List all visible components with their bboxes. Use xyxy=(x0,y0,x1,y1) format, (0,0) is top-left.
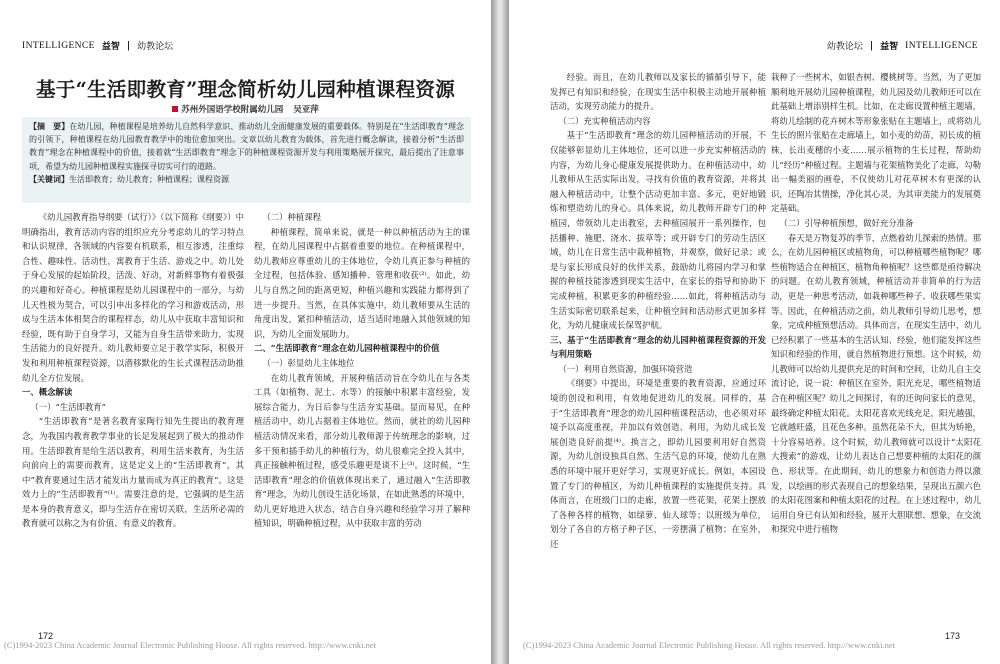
keywords-text: 生活即教育；幼儿教育；种植课程；课程资源 xyxy=(69,174,229,184)
section-heading: 三、基于“生活即教育”理念的幼儿园种植课程资源的开发与利用策略 xyxy=(550,334,766,360)
red-square-icon xyxy=(172,106,178,112)
abstract-text: 在幼儿园，种植课程是培养幼儿自然科学意识、推动幼儿全面健康发展的重要载体。特别是在“生活即教育”理念的引领下，种植课程在幼儿园教育教学中的地位愈加突出。文章以幼儿教育为载体，首先进行概念解读，接着分析“生活即教育”理念在种植课程中的价值，接着就“生活即教育”理念下的种植课程资源开发与利用策略展开探究，最后提出了注意事项，希望为幼儿园种植课程实施探寻切实可行的道路。 xyxy=(29,122,464,171)
abstract xyxy=(29,120,464,173)
abstract-label: 【摘 要】 xyxy=(29,121,70,131)
subsection-heading: （二）充实种植活动内容 xyxy=(558,115,651,126)
section-name: 幼教论坛 xyxy=(137,42,174,52)
watermark-right: (C)1994-2023 China Academic Journal Electronic Publishing House. All rights reserved. http://www.cnki.net xyxy=(523,640,895,650)
left-column-1 xyxy=(22,210,244,626)
journal-brand: 益智 xyxy=(101,42,120,52)
abstract-box xyxy=(22,117,471,203)
subsection-heading: （二）种植课程 xyxy=(262,212,322,222)
author-line xyxy=(0,103,491,115)
running-head-separator: | xyxy=(126,40,131,51)
running-head-left xyxy=(22,39,173,52)
running-head-right xyxy=(827,39,978,52)
paragraph: 在幼儿教育领域，开展种植活动旨在令幼儿在与各类工具（如植物、泥土、水等）的接触中积累丰富经验，发展综合能力，为日后参与生活夯实基础。显而易见，在种植活动中，幼儿占据着主体地位。然而，就社的幼儿园种植活动情况来看，部分幼儿教师源于传统理念的影响，过多干预和插手幼儿的种植行为，幼儿很难完全投入其中，真正接触种植过程，感受乐趣更是谈不上⁽³⁾。这时候，“生活即教育”理念的价值就体现出来了，通过融入“生活即教育”理念，为幼儿创设生活化场景，在如此熟悉的环境中，幼儿更好地进入状态，结合自身兴趣和经验学习并了解种植知识，明确种植过程，从中获取丰富的劳动 xyxy=(254,372,470,529)
subsection-heading: （一）利用自然资源，加强环境营造 xyxy=(558,363,693,374)
paragraph: 春天是万物复苏的季节，点燃着幼儿探索的热情。那么，在幼儿园种植区或植物角，可以种植哪些植物呢？哪些植物适合在种植区，植物角种植呢？这些都是亟待解决的问题。在幼儿教育领域，种植活动并非简单的行为活动，更是一种思考活动，如栽种哪些种子、收获哪些果实等。因此，在种植活动之前，幼儿教师引导幼儿思考，想象，完成种植预想活动。具体而言，在现实生活中，幼儿已经积累了一些基本的生活认知、经验，他们能发挥这些知识和经验的作用，就自然植物进行预想。这个时候，幼儿教师可以给幼儿提供充足的时间和空间，让幼儿自主交流讨论，说一说：种植区在室外，阳光充足，哪些植物适合在种植区呢？幼儿之间探讨，有的还询问家长的意见，最终确定种植太阳花。太阳花喜欢光线充足，阳光越强，它就越旺盛，且花色多种。虽然花朵不大，但其为矫艳，十分容易培养。这个时候，幼儿教师就可以设计“太阳花大搜索”的游戏，让幼儿表达自己想要种植的太阳花的颜色、形状等。在此期间，幼儿的想象力和创造力得以激发，以绘画的形式表现自己的想象结果，呈现出五颜六色的太阳花图案和种植太阳花的过程。在上述过程中，幼儿运用自身已有认知和经验，展开大胆联想、想象，在交流和探究中进行植物 xyxy=(771,232,981,535)
journal-name-en: INTELLIGENCE xyxy=(905,40,978,51)
right-column-2 xyxy=(771,70,981,632)
right-column-1 xyxy=(550,70,766,632)
right-page xyxy=(509,0,1000,664)
paragraph: 《幼儿园教育指导纲要（试行）》（以下简称《纲要》）中明确指出，教育活动内容的组织应充分考虑幼儿的学习特点和认识规律，各领域的内容要有机联系，相互渗透，注重综合性、趣味性、活动性，寓教育于生活、游戏之中。幼儿处于身心发展的起始阶段，活泼、好动，对新鲜事物有着极强的兴趣和好奇心。种植课程是幼儿园课程中的一部分，与幼儿天性极为契合，可以引申出多样化的学习和游戏活动，形成与生活本体相契合的课程样态，幼儿从中获取丰富知识和经验，既有助于自身学习，又能为自身生活带来助力，实现生活能力的良好提升。幼儿教师要立足于教学实际，积极开发和利用种植课程资源，以潜移默化的生长式课程活动助推幼儿全方位发展。 xyxy=(22,212,244,383)
subsection-heading: （一）“生活即教育” xyxy=(30,401,106,412)
section-heading: 二、“生活即教育”理念在幼儿园种植课程中的价值 xyxy=(254,343,440,354)
left-column-2 xyxy=(254,210,470,630)
paragraph: 基于“生活即教育”理念的幼儿园种植活动的开展，不仅能够彰显幼儿主体地位，还可以进一步充实种植活动的内容，为幼儿身心健康发展提供助力。在种植活动中，幼儿教师从生活实际出发，寻找有价值的教育资源，并将其融入种植活动中，让整个活动更加丰富、多元，更好地锻炼和塑造幼儿的身心。具体来说，幼儿教师开辟专门的种植园，带领幼儿走出教室，去种植园展开一系列操作，包括播种、施肥、浇水、拔草等；或开辟专门的劳动生活区域，幼儿在日常生活中栽种植物，并观察，做好记录；或是与家长形成良好的伙伴关系，鼓励幼儿将园内学习和掌握的种植技能渗透到现实生活中，在家长的指导和协助下完成种植，积累更多的种植经验……如此，将种植活动与生活实际密切联系起来，让种植空间和活动形式更加多样化，为幼儿健康成长保驾护航。 xyxy=(550,130,766,331)
journal-name-en: INTELLIGENCE xyxy=(22,40,95,51)
watermark-left: (C)1994-2023 China Academic Journal Electronic Publishing House. All rights reserved. http://www.cnki.net xyxy=(4,640,376,650)
affiliation: 苏州外国语学校附属幼儿园 xyxy=(181,105,284,115)
book-gutter xyxy=(491,0,509,664)
subsection-heading: （二）引导种植预想，做好充分准备 xyxy=(779,217,914,228)
paragraph: 种植课程，简单来说，就是一种以种植活动为主的课程，在幼儿园课程中占据着重要的地位。在种植课程中，幼儿教师应尊重幼儿的主体地位，令幼儿真正参与种植的全过程，包括体验、感知播种、管理和收获⁽²⁾。如此，幼儿与自然之间的距离更短，种植兴趣和实践能力都得到了进一步提升。当然，在具体实施中，幼儿教师要从生活的角度出发，紧扣种植活动，适当适时地融入其他领域的知识，为幼儿全面发展助力。 xyxy=(254,226,470,339)
section-name: 幼教论坛 xyxy=(826,42,863,52)
article-title: 基于“生活即教育”理念简析幼儿园种植课程资源 xyxy=(35,78,456,101)
paragraph: 《纲要》中提出，环境是重要的教育资源，应通过环境的创设和利用，有效地促进幼儿的发展。同样的，基于“生活即教育”理念的幼儿园种植课程活动，也必须对环境予以高度重视，并加以有效创造、利用，为幼儿成长发展创造良好前提⁽⁴⁾。换言之，即幼儿园要利用好自然资源，为幼儿创设独具自然、生活气息的环境，使幼儿在熟悉的环境中展开更好学习，实现更好成长。例如，本园设置了专门的种植区，为幼儿种植课程的实施提供支持。具体而言，在班级门口的走廊，放置一些花架，花架上摆放了各种各样的植物，如绿萝、仙人球等；以班级为单位，划分了各自的方格子种子区，一旁摆满了植物；在室外，还 xyxy=(550,378,766,549)
keywords-label: 【关键词】 xyxy=(29,173,69,184)
left-page xyxy=(0,0,491,664)
keywords xyxy=(29,173,464,186)
author-name: 吴亚萍 xyxy=(293,105,319,115)
page-number-right: 173 xyxy=(944,631,960,641)
journal-brand: 益智 xyxy=(880,42,899,52)
section-heading: 一、概念解读 xyxy=(22,387,73,398)
page-number-left: 172 xyxy=(38,631,54,641)
paragraph: “生活即教育”是著名教育家陶行知先生提出的教育理念，为我国内教育教学事业的长足发展起到了极大的推动作用。生活即教育是给生活以教育，利用生活来教育，为生活向前向上的需要而教育，这是定义上的“生活即教育”，其中“教育要通过生活才能发出力量而成为真正的教育”。这是效力上的“生活即教育”⁽¹⁾。需要注意的是，它强调的是生活是本身的教育意义，即与生活存在密切关联，生活所必需的教育就可以称之为有价值、有意义的教育。 xyxy=(22,416,244,529)
paragraph: 经验。而且，在幼儿教师以及家长的循循引导下，能发挥已有知识和经验，在现实生活中积极主动地开展种植活动，实现劳动能力的提升。 xyxy=(550,72,766,112)
running-head-separator: | xyxy=(869,40,874,51)
subsection-heading: （一）彰显幼儿主体地位 xyxy=(262,357,355,368)
paragraph: 栽种了一些树木，如银杏树、樱桃树等。当然，为了更加顺利地开展幼儿园种植课程，幼儿园及幼儿教师还可以在此基础上增添别样生机。比如，在走廊设置种植主题墙，将幼儿绘制的花卉树木等形象张贴在主题墙上，或将幼儿生长的照片张贴在走廊墙上，如小麦的幼苗，初长成的植株，长出麦穗的小麦……展示植物的生长过程，帮助幼儿“经历”种植过程。主题墙与花架植物美化了走廊，勾勒出一幅美丽的画卷，不仅使幼儿对花草树木有更深的认识，还陶冶其情操，净化其心灵，为其审美能力的发展奠定基础。 xyxy=(771,72,981,214)
